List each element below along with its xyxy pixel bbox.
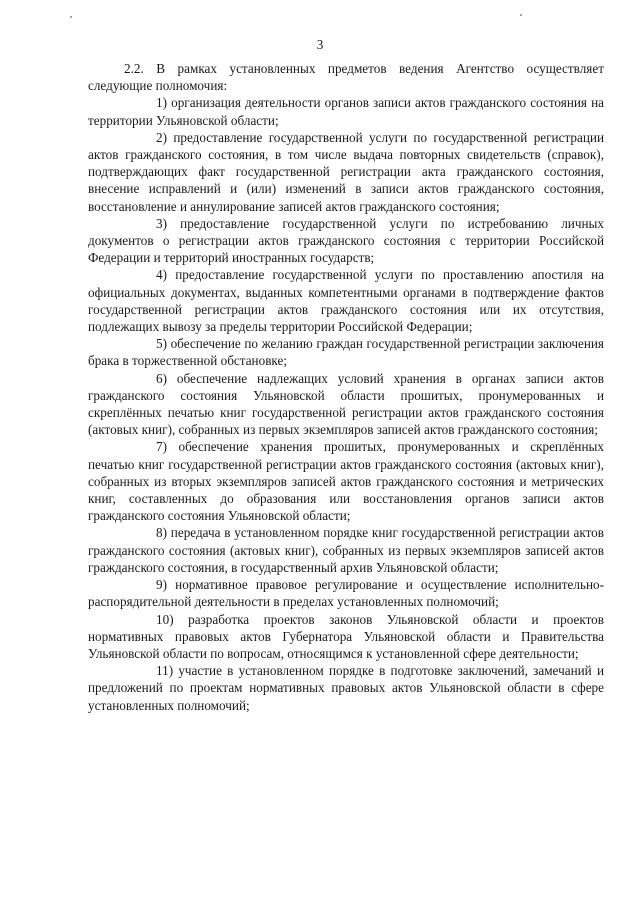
item-text: предоставление государственной услуги по проставлению апостиля на официальных документах, выданных компетентными органами в подтверждение фактов государственной регистрации актов гражданского состояния или их отсутствия, подлежащих вывозу за пределы территории Российской Федерации;: [88, 267, 605, 335]
list-item: [88, 215, 604, 267]
item-number: 5): [156, 336, 167, 352]
item-number: 7): [156, 439, 167, 455]
item-number: 2): [156, 129, 167, 145]
item-text: предоставление государственной услуги по государственной регистрации актов гражданского состояния, в том числе выдача повторных свидетельств (справок), подтверждающих факт государственной регистрации акта гражданского состояния, внесение исправлений и (или) изменений в записи актов гражданского состояния, восстановление и аннулирование записей актов гражданского состояния;: [88, 129, 604, 214]
list-item: [88, 266, 604, 335]
item-number: 11): [156, 663, 174, 679]
item-text: нормативное правовое регулирование и осуществление исполнительно-распорядительной деятельности в пределах установленных полномочий;: [88, 577, 604, 610]
item-text: участие в установленном порядке в подготовке заключений, замечаний и предложений по проектам нормативных правовых актов Ульяновской области в сфере установленных полномочий;: [88, 663, 605, 713]
item-text: предоставление государственной услуги по истребованию личных документов о регистрации актов гражданского состояния с территории Российской Федерации и территорий иностранных государств;: [88, 215, 605, 266]
list-item: [88, 335, 604, 369]
item-number: 1): [156, 95, 167, 111]
scan-speck: [70, 16, 72, 18]
list-item: [88, 611, 604, 663]
item-text: передача в установленном порядке книг государственной регистрации актов гражданского состояния (актовых книг), собранных из первых экземпляров записей актов гражданского состояния, в государственный архив Ульяновской области;: [88, 525, 604, 575]
item-number: 4): [156, 267, 167, 283]
item-text: обеспечение надлежащих условий хранения в органах записи актов гражданского состояния Ульяновской области прошитых, пронумерованных и скреплённых печатью книг государственной регистрации актов гражданского состояния (актовых книг), собранных из первых экземпляров записей актов гражданского состояния;: [88, 370, 605, 438]
list-item: [88, 524, 604, 576]
list-item: [88, 94, 604, 128]
page-number: 3: [316, 37, 324, 52]
item-number: 9): [156, 577, 167, 593]
list-item: [88, 370, 604, 439]
item-text: организация деятельности органов записи актов гражданского состояния на территории Ульяновской области;: [88, 95, 605, 128]
item-number: 6): [156, 370, 167, 386]
item-text: разработка проектов законов Ульяновской области и проектов нормативных правовых актов Губернатора Ульяновской области и Правительства Ульяновской области по вопросам, относящимся к установленной сфере деятельности;: [88, 611, 604, 661]
item-number: 8): [156, 525, 167, 541]
item-number: 10): [156, 611, 174, 627]
item-number: 3): [156, 215, 167, 231]
list-item: [88, 576, 604, 610]
list-item: [88, 438, 604, 524]
list-item: [88, 662, 604, 714]
item-text: обеспечение хранения прошитых, пронумерованных и скреплённых печатью книг государственной регистрации актов гражданского состояния (актовых книг), собранных из вторых экземпляров записей актов гражданского состояния и метрических книг, составленных до образования или восстановления органов записи актов гражданского состояния Ульяновской области;: [88, 439, 604, 524]
item-text: обеспечение по желанию граждан государственной регистрации заключения брака в торжественной обстановке;: [88, 336, 604, 369]
scan-speck: [520, 14, 522, 16]
intro-paragraph: 2.2. В рамках установленных предметов ведения Агентство осуществляет следующие полномочия:: [88, 61, 604, 94]
document-body: [88, 60, 604, 714]
list-item: [88, 129, 604, 215]
